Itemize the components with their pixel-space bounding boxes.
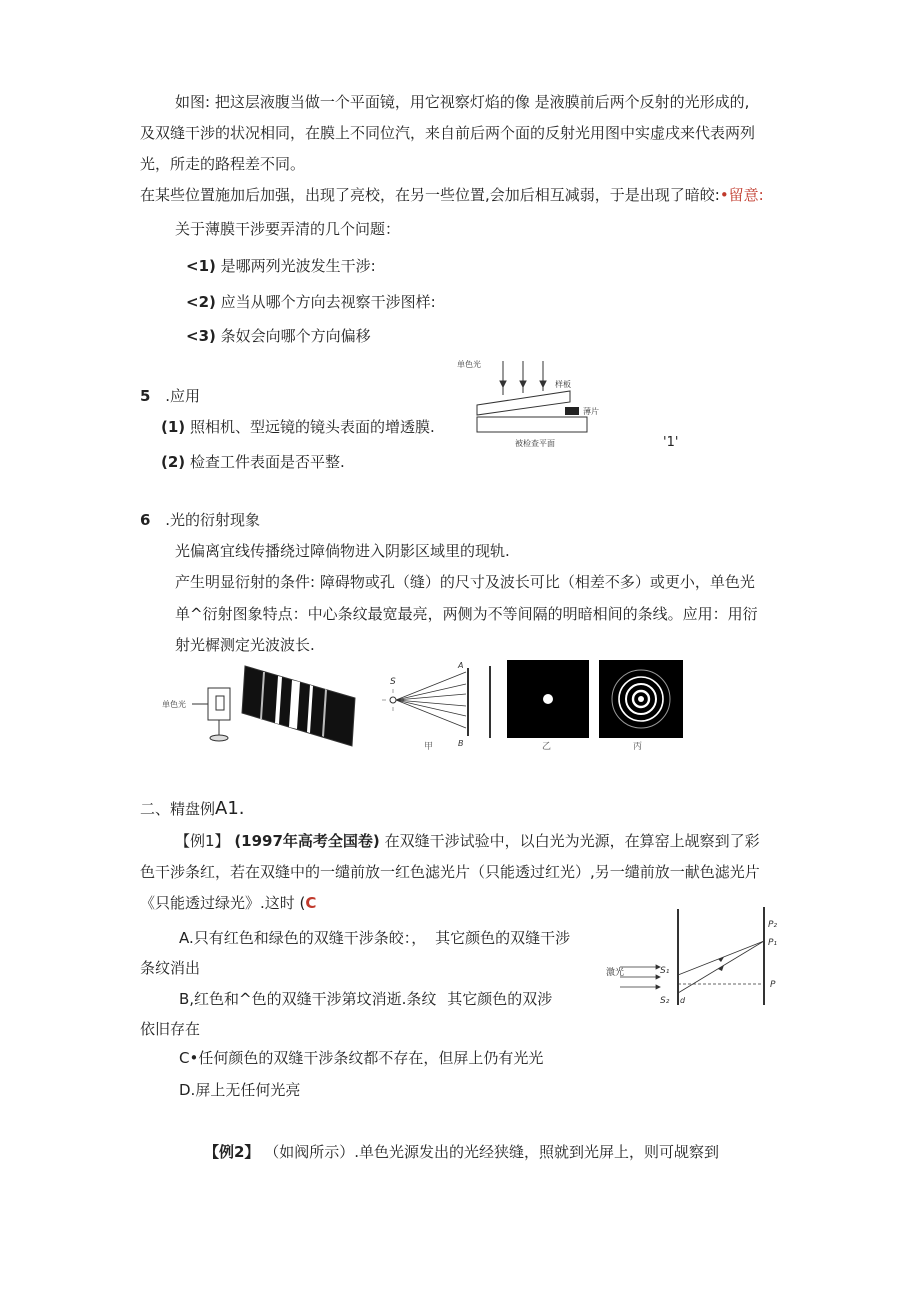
question-item <box>186 292 436 312</box>
item-text: 照相机、型远镜的镜头表面的增透膜. <box>189 418 435 436</box>
fig-p1-label: P₁ <box>768 938 778 948</box>
test-surface <box>477 417 587 432</box>
option-a-text-b: 其它颜色的双缝干涉 <box>435 929 571 947</box>
section-number: 5 <box>140 387 151 405</box>
fig-caption-jia: 甲 <box>424 742 434 750</box>
light-source <box>390 697 396 703</box>
option-b-line-2: 依旧存在 <box>140 1020 201 1038</box>
question-item <box>186 256 376 276</box>
flatness-check-diagram <box>455 355 615 450</box>
intro-line-2: 及双缝干涉的状况相同，在膜上不同位汽，来自前后两个面的反射光用图中实虚戌来代表两列 <box>140 124 756 142</box>
fig-light-label: 单色光 <box>457 360 481 369</box>
questions-title: 关于薄膜干涉要弄清的几个问题： <box>175 220 401 238</box>
note-label: •留意: <box>719 186 764 204</box>
double-slit-diagram <box>600 905 795 1010</box>
section-title: .光的衍射现象 <box>165 511 260 529</box>
center-spot <box>638 696 644 702</box>
sample-plate <box>477 391 570 415</box>
stand-base <box>210 735 228 741</box>
fig-plate-label: 样板 <box>555 380 571 389</box>
fig-caption-yi: 乙 <box>542 742 552 750</box>
item-text: 检查工件表面是否平整. <box>189 453 345 471</box>
example-1-source: (1997年高考全国卷) <box>234 832 380 850</box>
example-1-tag: 【例1】 <box>175 832 230 850</box>
section-6-heading <box>140 510 260 530</box>
fig-p-label: P <box>770 980 776 990</box>
option-b-line-1 <box>179 989 552 1009</box>
section-5-item <box>161 452 345 472</box>
option-d: D.屏上无任何光亮 <box>179 1081 301 1099</box>
example-2-tag: 【例2】 <box>204 1143 260 1161</box>
fig-surface-label: 被检查平面 <box>515 439 555 448</box>
question-text: 应当从哪个方向去视察干涉图样: <box>220 293 436 311</box>
section-5-heading <box>140 386 200 406</box>
question-text: 条奴会向哪个方向偏移 <box>220 327 371 345</box>
section-title: .应用 <box>165 387 200 405</box>
intro-line-4 <box>140 185 764 205</box>
fig-s1-label: S₁ <box>660 966 670 976</box>
part-2-badge: A1. <box>215 798 245 819</box>
section-number: 6 <box>140 511 151 529</box>
part-2-heading <box>140 799 245 819</box>
option-a-line-2: 条纹消出 <box>140 959 201 977</box>
example-1-text-3: 《只能透过绿光》.这时 ( <box>140 894 306 912</box>
example-1-line-2: 色干涉条红，若在双缝中的一缱前放一红色滤光片（只能透过红光）,另一缱前放一献色滤光片 <box>140 863 760 881</box>
fig-d-label: d <box>680 996 686 1005</box>
example-2-line <box>204 1142 719 1162</box>
fig-s2-label: S₂ <box>660 996 670 1006</box>
question-num: <1) <box>186 257 216 275</box>
incident-laser <box>620 965 660 989</box>
light-rays <box>500 361 546 395</box>
fig-p2-label: P₂ <box>768 920 778 930</box>
diffraction-screen <box>242 666 355 746</box>
example-2-text: （如阀所示）.单色光源发出的光经狭缝，照就到光屏上，则可觇察到 <box>264 1143 719 1161</box>
fig-point-b: B <box>458 739 464 748</box>
diffraction-patterns <box>505 658 685 750</box>
intro-line-4-text: 在某些位置施加后加强，出现了亮校，在另一些位置,会加后相互减弱，于是出现了暗皎: <box>140 186 720 204</box>
fig-light-label: 单色光 <box>162 700 186 709</box>
intro-line-3: 光，所走的路程差不同。 <box>140 155 306 173</box>
option-b-text: B,红色和^色的双缝干涉第坟消逝.条纹 <box>179 990 437 1008</box>
fig-caption-bing: 丙 <box>633 742 643 750</box>
diffraction-condition-1: 产生明显衍射的条件: 障碍物或孔（缝）的尺寸及波长可比（相差不多）或更小，单色光 <box>175 573 755 591</box>
option-a-line-1 <box>179 928 570 948</box>
diffraction-definition: 光偏离宜线传播绕过障倘物进入阴影区域里的现轨. <box>175 542 510 560</box>
thin-sheet <box>565 407 579 415</box>
example-1-line-1 <box>175 831 760 851</box>
fig-sheet-label: 薄片 <box>583 407 599 416</box>
circular-aperture-diagram <box>378 658 503 750</box>
question-item <box>186 326 371 346</box>
question-text: 是哪两列光波发生干涉: <box>220 257 376 275</box>
section-5-item <box>161 417 435 437</box>
answer-letter: C <box>305 894 317 912</box>
part-2-title: 二、精盘例 <box>140 800 216 818</box>
figure-label: '1' <box>663 435 679 450</box>
fig-source-label: S <box>390 677 396 687</box>
slit <box>216 696 224 710</box>
diffraction-rays <box>396 672 466 728</box>
single-slit-diffraction-apparatus <box>160 658 360 750</box>
question-num: <3) <box>186 327 216 345</box>
fig-point-a: A <box>458 661 464 670</box>
diffraction-condition-3: 射光樨测定光波波长. <box>175 636 315 654</box>
example-1-line-3 <box>140 893 316 913</box>
question-num: <2) <box>186 293 216 311</box>
option-b-text-b: 其它颜色的双涉 <box>447 990 553 1008</box>
diffraction-condition-2: 单^衍射图象特点：中心条纹最宽最亮，两侧为不等间隔的明暗相间的条线。应用：用衍 <box>175 605 758 623</box>
option-a-text: A.只有红色和绿色的双缝干涉条皎：， <box>179 929 427 947</box>
example-1-text-1: 在双缝干涉试验中，以白光为光源，在算窑上觇察到了彩 <box>384 832 760 850</box>
intro-line-1: 如图: 把这层液腹当做一个平面镜，用它视察灯焰的像 是液膜前后两个反射的光形成的, <box>175 93 750 111</box>
fig-laser-label: 激光 <box>606 968 625 978</box>
item-num: (2) <box>161 453 186 471</box>
item-num: (1) <box>161 418 186 436</box>
option-c: C•任何颜色的双缝干涉条纹都不存在，但屏上仍有光光 <box>179 1049 544 1067</box>
bright-spot <box>543 694 553 704</box>
